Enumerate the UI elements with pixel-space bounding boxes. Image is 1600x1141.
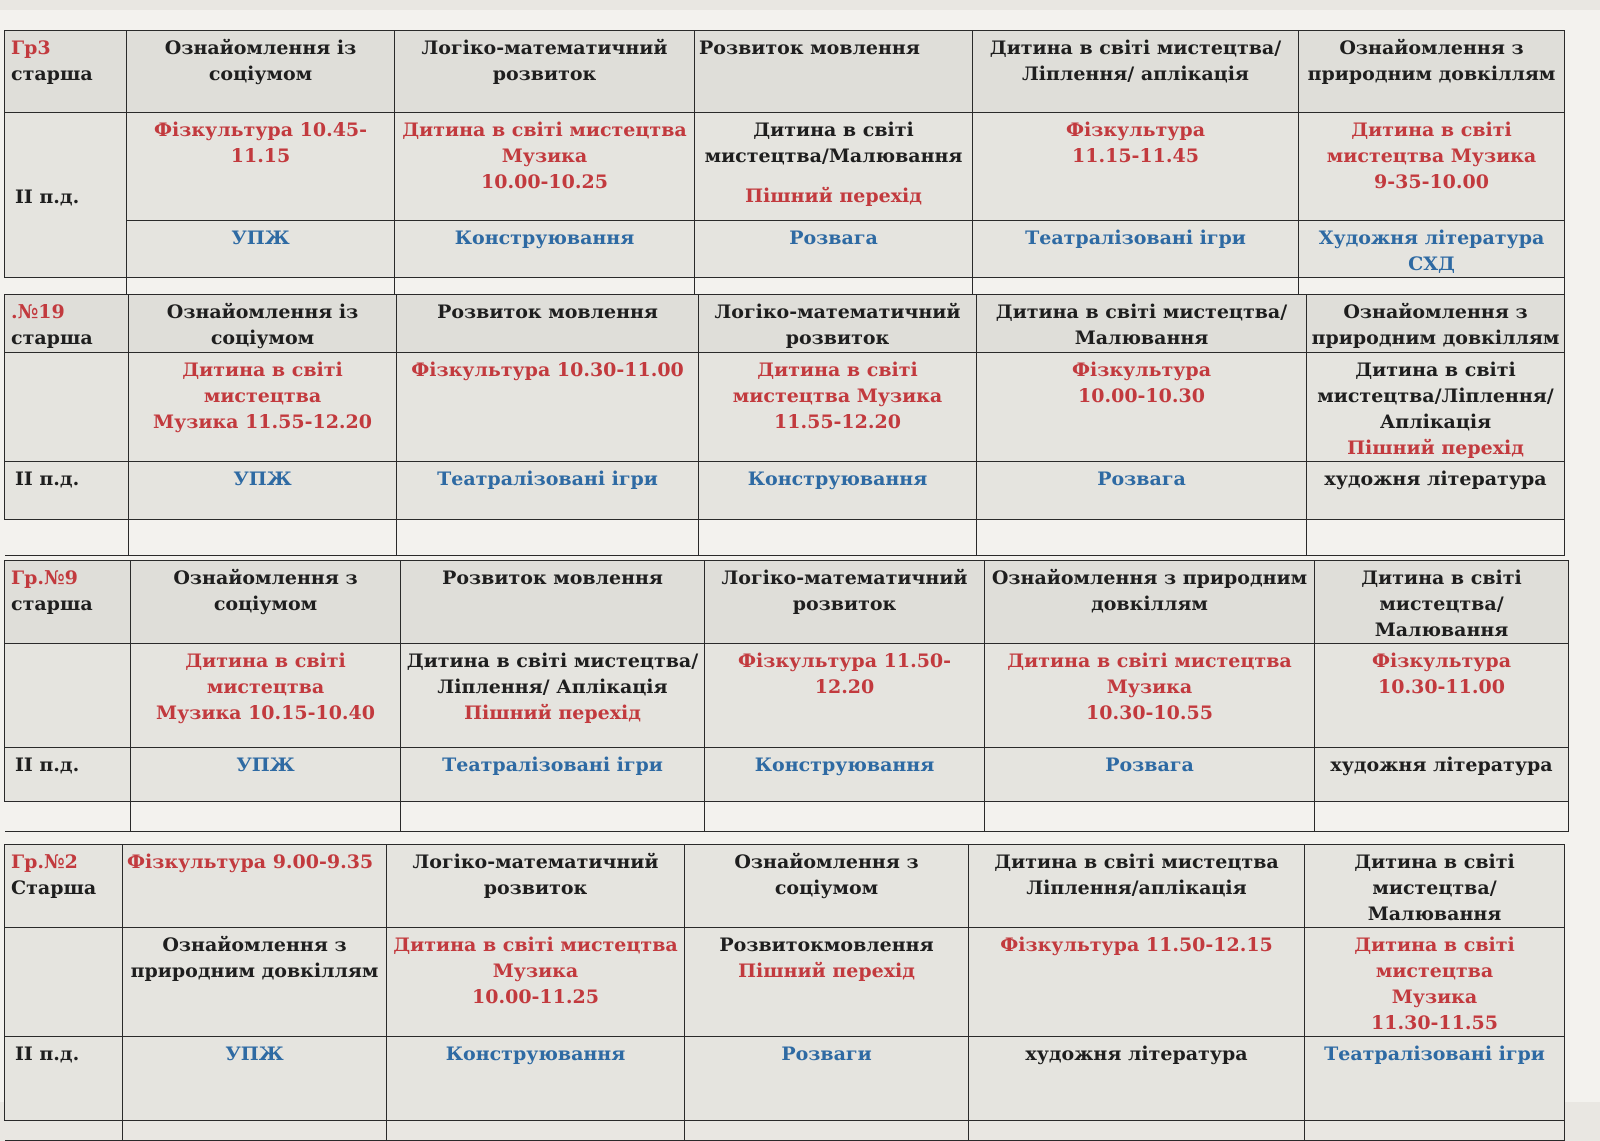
- empty-cell: [5, 928, 123, 1037]
- lesson-cell: Ознайомлення із соціумом: [127, 31, 395, 113]
- group-number: .№19: [11, 301, 65, 323]
- activity-cell: Розвага: [695, 221, 973, 278]
- group-label: [5, 295, 129, 353]
- activity-cell: художня література: [1315, 748, 1569, 802]
- lesson-cell: Дитина в світі мистецтва Музика 10.30-10.55: [985, 644, 1315, 748]
- activity-cell: Розвага: [985, 748, 1315, 802]
- schedule-table-gr2: [4, 844, 1565, 1141]
- lesson-cell: Логіко-математичний розвиток: [387, 845, 685, 928]
- lesson-cell: Дитина в світі мистецтва/Малювання: [1305, 845, 1565, 928]
- activity-cell: Театралізовані ігри: [401, 748, 705, 802]
- lesson-cell: Дитина в світі мистецтва/Малювання: [1315, 561, 1569, 644]
- table-row: [5, 113, 1565, 221]
- group-label: [5, 845, 123, 928]
- table-row: [5, 748, 1569, 802]
- schedule-table-gr19: [4, 294, 1565, 556]
- lesson-cell: Ознайомлення з соціумом: [685, 845, 969, 928]
- lesson-cell: Логіко-математичний розвиток: [395, 31, 695, 113]
- lesson-cell: Розвиток мовлення: [397, 295, 699, 353]
- table-row-spacer: [5, 802, 1569, 832]
- activity-cell: Конструювання: [395, 221, 695, 278]
- activity-cell: художня література: [1307, 462, 1565, 520]
- lesson-cell: Дитина в світі мистецтва Музика 11.30-11.55: [1305, 928, 1565, 1037]
- table-row: [5, 353, 1565, 462]
- activity-cell: УПЖ: [123, 1037, 387, 1121]
- lesson-cell: Дитина в світі мистецтва Музика 10.00-10.25: [395, 113, 695, 221]
- lesson-cell: Дитина в світі мистецтва Музика 10.15-10.40: [131, 644, 401, 748]
- activity-cell: Конструювання: [699, 462, 977, 520]
- activity-cell: Художня література СХД: [1299, 221, 1565, 278]
- lesson-cell: Ознайомлення з природним довкіллям: [1307, 295, 1565, 353]
- lesson-cell: Розвиток мовлення: [401, 561, 705, 644]
- activity-cell: Театралізовані ігри: [973, 221, 1299, 278]
- group-age: старша: [11, 327, 93, 349]
- group-number: Гр3: [11, 37, 51, 59]
- walk-note: Пішний перехід: [464, 702, 641, 724]
- group-age: старша: [11, 593, 93, 615]
- activity-cell: художня література: [969, 1037, 1305, 1121]
- walk-note: Пішний перехід: [745, 185, 922, 207]
- walk-note: Пішний перехід: [738, 960, 915, 982]
- lesson-cell: Логіко-математичний розвиток: [705, 561, 985, 644]
- afternoon-label: ІІ п.д.: [5, 113, 127, 278]
- table-row: [5, 221, 1565, 278]
- group-label: [5, 561, 131, 644]
- lesson-cell: Дитина в світі мистецтва/Ліплення/ Аплікація Пішний перехід: [401, 644, 705, 748]
- lesson-cell: Дитина в світі мистецтва Ліплення/аплікація: [969, 845, 1305, 928]
- lesson-cell: Фізкультура 9.00-9.35: [123, 845, 387, 928]
- lesson-cell: Дитина в світі мистецтва Музика 10.00-11.25: [387, 928, 685, 1037]
- lesson-cell: Ознайомлення з природним довкіллям: [123, 928, 387, 1037]
- table-row: [5, 1037, 1565, 1121]
- walk-note: Пішний перехід: [1347, 437, 1524, 459]
- lesson-cell: Фізкультура 10.30-11.00: [397, 353, 699, 462]
- schedule-table-gr3: [4, 30, 1565, 304]
- lesson-cell: Дитина в світі мистецтва Музика 9-35-10.00: [1299, 113, 1565, 221]
- group-label: [5, 31, 127, 113]
- lesson-cell: Дитина в світі мистецтва/Ліплення/ Аплікація Пішний перехід: [1307, 353, 1565, 462]
- lesson-cell: Дитина в світі мистецтва/Ліплення/ аплікація: [973, 31, 1299, 113]
- lesson-cell: Фізкультура 11.50-12.15: [969, 928, 1305, 1037]
- group-number: Гр.№2: [11, 851, 78, 873]
- lesson-cell: Ознайомлення з природним довкіллям: [1299, 31, 1565, 113]
- lesson-cell: Фізкультура 10.30-11.00: [1315, 644, 1569, 748]
- table-row: [5, 928, 1565, 1037]
- lesson-cell: Дитина в світі мистецтва Музика 11.55-12.20: [699, 353, 977, 462]
- lesson-cell: Дитина в світі мистецтва/Малювання: [977, 295, 1307, 353]
- schedule-table-gr9: [4, 560, 1569, 832]
- activity-cell: УПЖ: [127, 221, 395, 278]
- table-row: [5, 561, 1569, 644]
- table-row: [5, 31, 1565, 113]
- table-row: [5, 644, 1569, 748]
- activity-cell: Театралізовані ігри: [397, 462, 699, 520]
- lesson-cell: Розвитокмовлення Пішний перехід: [685, 928, 969, 1037]
- lesson-cell: Фізкультура 11.50-12.20: [705, 644, 985, 748]
- lesson-cell: Логіко-математичний розвиток: [699, 295, 977, 353]
- group-number: Гр.№9: [11, 567, 78, 589]
- lesson-cell: Дитина в світі мистецтва Музика 11.55-12.20: [129, 353, 397, 462]
- group-age: Старша: [11, 877, 97, 899]
- lesson-cell: Фізкультура 11.15-11.45: [973, 113, 1299, 221]
- empty-cell: [5, 644, 131, 748]
- afternoon-label: ІІ п.д.: [5, 1037, 123, 1121]
- group-age: старша: [11, 63, 93, 85]
- lesson-cell: Фізкультура 10.45-11.15: [127, 113, 395, 221]
- activity-cell: Розваги: [685, 1037, 969, 1121]
- table-row-spacer: [5, 520, 1565, 556]
- schedule-sheet: [0, 10, 1600, 1102]
- table-row: [5, 295, 1565, 353]
- lesson-cell: Ознайомлення з природним довкіллям: [985, 561, 1315, 644]
- activity-cell: Розвага: [977, 462, 1307, 520]
- activity-cell: Конструювання: [705, 748, 985, 802]
- activity-cell: УПЖ: [129, 462, 397, 520]
- lesson-cell: Ознайомлення із соціумом: [129, 295, 397, 353]
- activity-cell: Театралізовані ігри: [1305, 1037, 1565, 1121]
- lesson-cell: Ознайомлення з соціумом: [131, 561, 401, 644]
- afternoon-label: ІІ п.д.: [5, 748, 131, 802]
- empty-cell: [5, 353, 129, 462]
- activity-cell: Конструювання: [387, 1037, 685, 1121]
- lesson-cell: Розвиток мовлення: [695, 31, 973, 113]
- lesson-cell: Дитина в світі мистецтва/Малювання Пішний перехід: [695, 113, 973, 221]
- table-row: [5, 845, 1565, 928]
- table-row-spacer: [5, 1121, 1565, 1141]
- afternoon-label: ІІ п.д.: [5, 462, 129, 520]
- table-row: [5, 462, 1565, 520]
- activity-cell: УПЖ: [131, 748, 401, 802]
- lesson-cell: Фізкультура 10.00-10.30: [977, 353, 1307, 462]
